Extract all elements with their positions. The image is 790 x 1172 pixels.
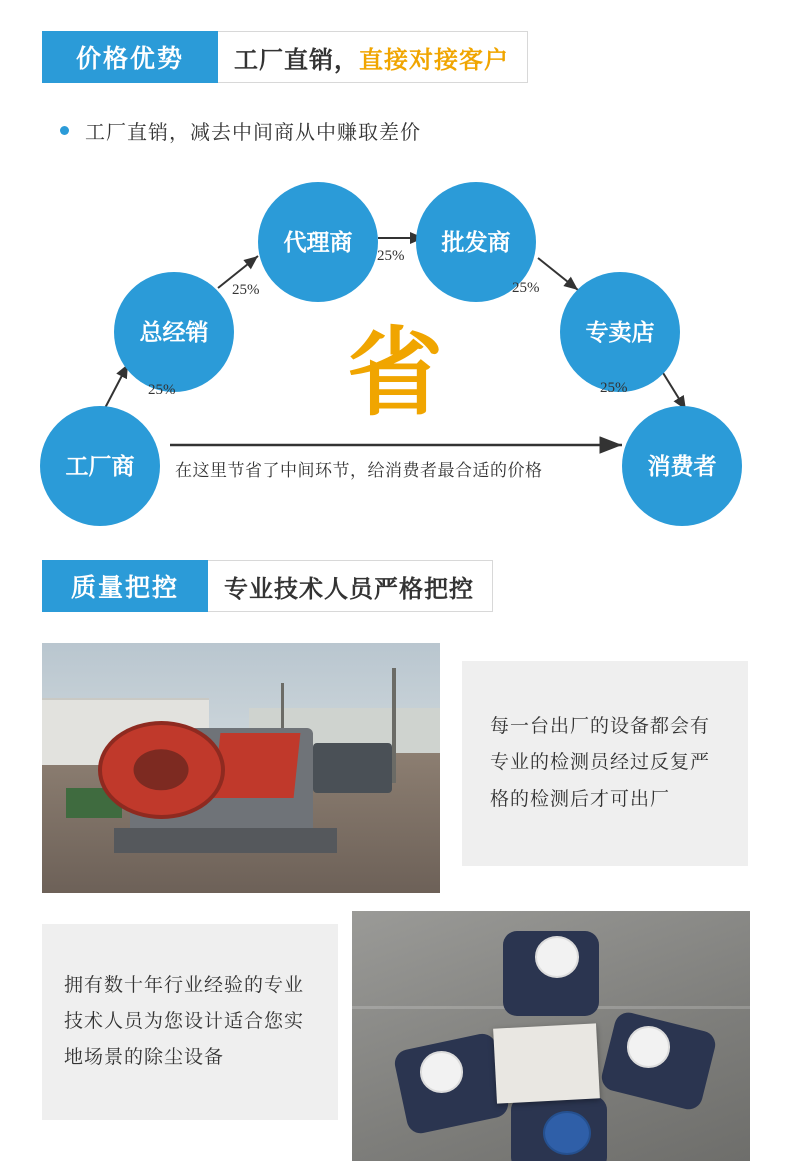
percent-label-2: 25% (232, 282, 260, 298)
node-agent-label: 代理商 (283, 228, 353, 255)
photo-fan-equipment (42, 643, 440, 893)
photo-fan-hopper (214, 733, 300, 798)
percent-label-5: 25% (600, 380, 628, 396)
photo-fan-pole (392, 668, 396, 783)
card-experience-text (42, 924, 338, 1120)
node-agent (258, 182, 378, 302)
price-bullet-text: 工厂直销，减去中间商从中赚取差价 (85, 122, 421, 144)
percent-label-1: 25% (148, 382, 176, 398)
node-general-distributor-label: 总经销 (139, 318, 209, 345)
photo-fan-inlet-center (134, 749, 189, 790)
bullet-dot-icon (60, 126, 69, 135)
photo-worker-top-helmet (535, 936, 579, 978)
flow-caption: 在这里节省了中间环节，给消费者最合适的价格 (175, 461, 543, 480)
photo-worker-right-helmet (627, 1026, 671, 1068)
section-header-price (42, 31, 528, 83)
section-tag-quality: 质量把控 (42, 560, 208, 612)
section-title-quality (208, 560, 493, 612)
node-store-label: 专卖店 (585, 318, 655, 345)
card-quality-text-body: 每一台出厂的设备都会有专业的检测员经过反复严格的检测后才可出厂 (490, 716, 711, 810)
section-title-price-main: 工厂直销， (234, 46, 359, 74)
photo-engineers-reviewing-drawing (352, 911, 750, 1161)
photo-fan-inlet (98, 721, 225, 819)
node-wholesaler-label: 批发商 (441, 228, 511, 255)
section-header-quality (42, 560, 493, 612)
node-consumer-label: 消费者 (647, 452, 717, 479)
card-experience-text-body: 拥有数十年行业经验的专业技术人员为您设计适合您实地场景的除尘设备 (64, 974, 305, 1069)
node-factory-label: 工厂商 (65, 452, 135, 479)
save-character: 省 (347, 317, 443, 429)
price-bullet-row (60, 116, 421, 145)
photo-worker-left-helmet (420, 1051, 464, 1093)
percent-label-3: 25% (377, 248, 405, 264)
card-quality-text (462, 661, 748, 866)
node-factory (40, 406, 160, 526)
photo-fan-base (114, 828, 337, 853)
node-consumer (622, 406, 742, 526)
photo-worker-bottom-helmet (543, 1111, 591, 1155)
node-general-distributor (114, 272, 234, 392)
node-store (560, 272, 680, 392)
photo-fan-motor (313, 743, 393, 793)
percent-label-4: 25% (512, 280, 540, 296)
distribution-flow-diagram (0, 160, 790, 520)
section-title-price-accent: 直接对接客户 (359, 46, 509, 74)
section-title-quality-main: 专业技术人员严格把控 (224, 575, 474, 603)
photo-blueprint-sheet (493, 1023, 600, 1103)
section-title-price (218, 31, 528, 83)
section-tag-price: 价格优势 (42, 31, 218, 83)
